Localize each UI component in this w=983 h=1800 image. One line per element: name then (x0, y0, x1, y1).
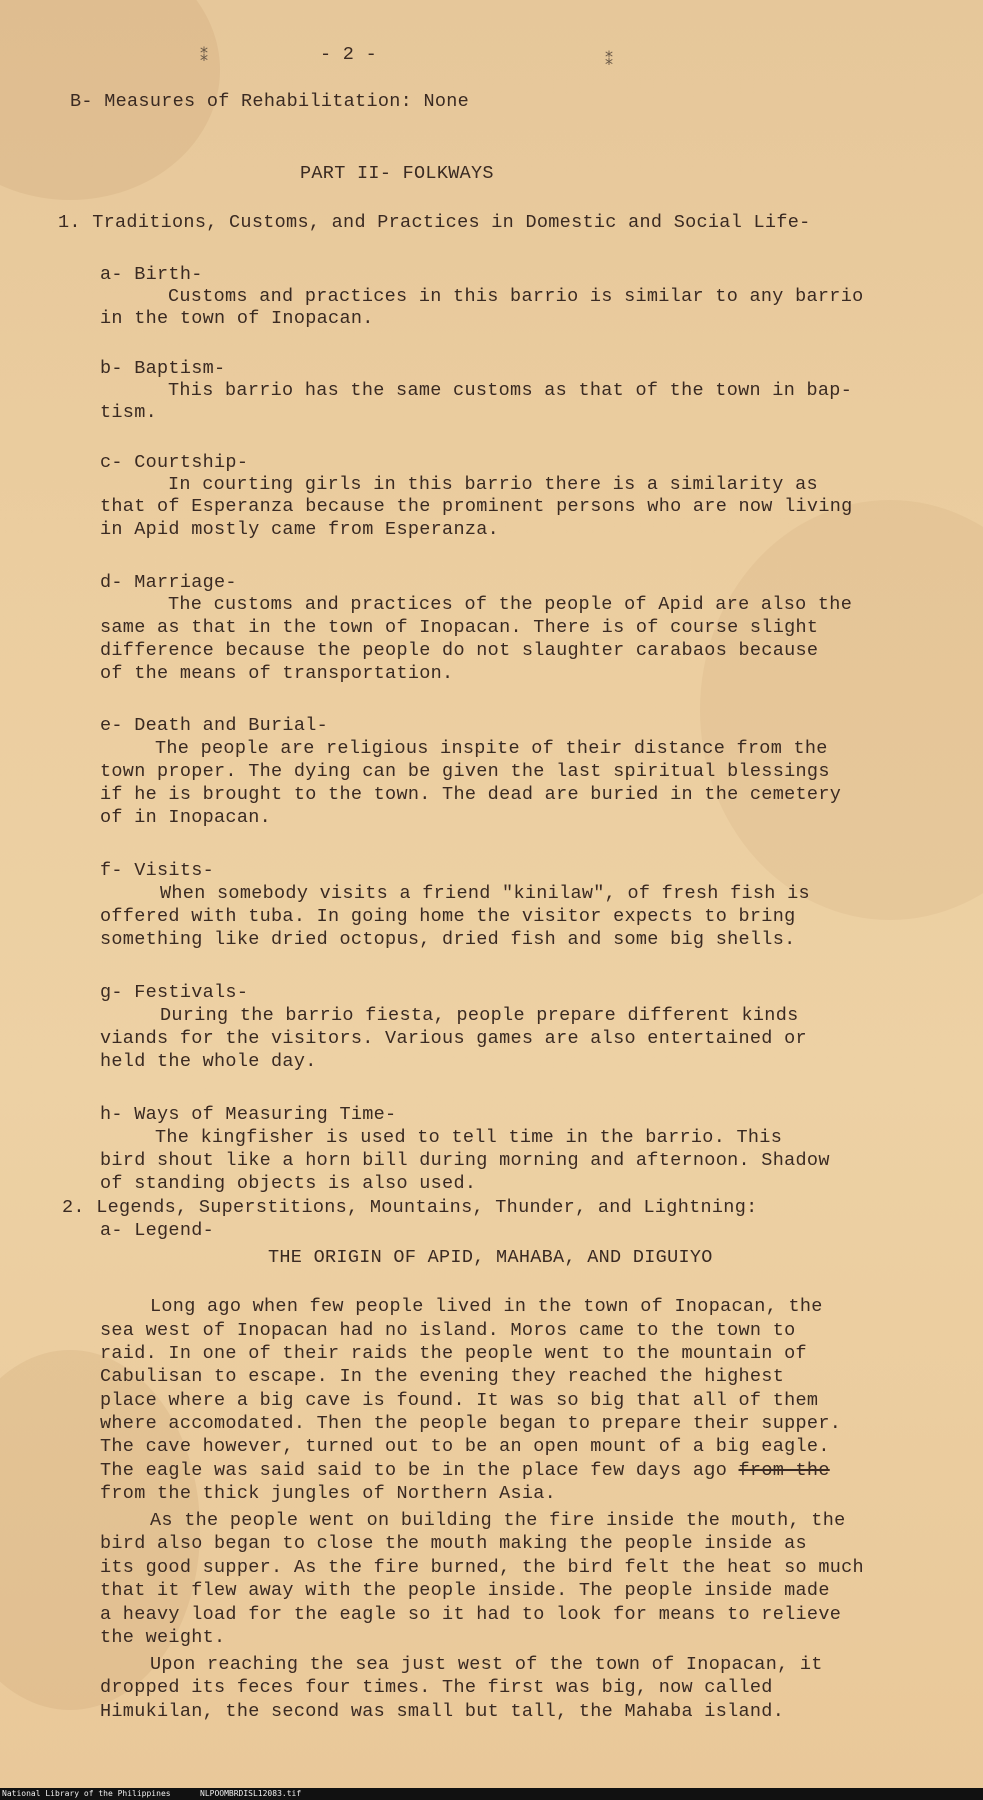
legend-line: Long ago when few people lived in the town of Inopacan, the (150, 1296, 823, 1317)
legend-line: sea west of Inopacan had no island. Moros came to the town to (100, 1320, 796, 1341)
section-1-heading: 1. Traditions, Customs, and Practices in Domestic and Social Life- (58, 212, 811, 233)
legend-line: Cabulisan to escape. In the evening they reached the highest (100, 1366, 785, 1387)
marriage-line: The customs and practices of the people of Apid are also the (168, 594, 853, 615)
death-line: of in Inopacan. (100, 807, 272, 828)
festivals-heading: g- Festivals- (100, 982, 249, 1003)
time-line: bird shout like a horn bill during morning and afternoon. Shadow (100, 1150, 830, 1171)
archive-footer (0, 1788, 983, 1800)
legend-line: dropped its feces four times. The first was big, now called (100, 1677, 773, 1698)
visits-line: When somebody visits a friend "kinilaw", of fresh fish is (160, 883, 810, 904)
festivals-line: held the whole day. (100, 1051, 317, 1072)
marriage-line: difference because the people do not slaughter carabaos because (100, 640, 819, 661)
legend-title: THE ORIGIN OF APID, MAHABA, AND DIGUIYO (268, 1247, 713, 1268)
rehabilitation-line: B- Measures of Rehabilitation: None (70, 91, 470, 112)
part-title: PART II- FOLKWAYS (300, 163, 494, 184)
section-2-heading: 2. Legends, Superstitions, Mountains, Thunder, and Lightning: (62, 1197, 758, 1218)
courtship-heading: c- Courtship- (100, 452, 249, 473)
birth-line: in the town of Inopacan. (100, 308, 374, 329)
death-line: The people are religious inspite of their distance from the (155, 738, 828, 759)
legend-line: Himukilan, the second was small but tall, the Mahaba island. (100, 1701, 785, 1722)
courtship-line: that of Esperanza because the prominent persons who are now living (100, 496, 853, 517)
legend-line: the weight. (100, 1627, 226, 1648)
death-line: town proper. The dying can be given the last spiritual blessings (100, 761, 830, 782)
legend-line-text: The eagle was said said to be in the place few days ago (100, 1460, 728, 1481)
marriage-line: of the means of transportation. (100, 663, 454, 684)
paper-hole-mark: ⁑ (200, 48, 208, 66)
birth-line: Customs and practices in this barrio is similar to any barrio (168, 286, 864, 307)
time-heading: h- Ways of Measuring Time- (100, 1104, 397, 1125)
courtship-line: in Apid mostly came from Esperanza. (100, 519, 500, 540)
legend-line: raid. In one of their raids the people went to the mountain of (100, 1343, 807, 1364)
baptism-line: This barrio has the same customs as that of the town in bap- (168, 380, 853, 401)
page-number: - 2 - (320, 44, 378, 65)
legend-line: bird also began to close the mouth making the people inside as (100, 1533, 807, 1554)
legend-line: place where a big cave is found. It was so big that all of them (100, 1390, 819, 1411)
death-line: if he is brought to the town. The dead are buried in the cemetery (100, 784, 842, 805)
time-line: The kingfisher is used to tell time in the barrio. This (155, 1127, 783, 1148)
legend-line: As the people went on building the fire inside the mouth, the (150, 1510, 846, 1531)
festivals-line: During the barrio fiesta, people prepare different kinds (160, 1005, 799, 1026)
baptism-heading: b- Baptism- (100, 358, 226, 379)
paper-stain (700, 500, 983, 920)
paper-hole-mark: ⁑ (605, 52, 613, 70)
legend-line: its good supper. As the fire burned, the bird felt the heat so much (100, 1557, 864, 1578)
birth-heading: a- Birth- (100, 264, 203, 285)
footer-file-name: NLPOOMBRDISL12083.tif (200, 1789, 302, 1798)
courtship-line: In courting girls in this barrio there is a similarity as (168, 474, 818, 495)
legend-heading: a- Legend- (100, 1220, 215, 1241)
visits-line: offered with tuba. In going home the visitor expects to bring (100, 906, 796, 927)
marriage-line: same as that in the town of Inopacan. There is of course slight (100, 617, 819, 638)
legend-line (100, 1460, 830, 1482)
marriage-heading: d- Marriage- (100, 572, 237, 593)
legend-line: The cave however, turned out to be an open mount of a big eagle. (100, 1436, 830, 1457)
legend-line: where accomodated. Then the people began to prepare their supper. (100, 1413, 842, 1434)
baptism-line: tism. (100, 402, 158, 423)
footer-library-name: National Library of the Philippines (2, 1789, 171, 1798)
struck-out-text: from the (738, 1460, 830, 1481)
legend-line: that it flew away with the people inside. The people inside made (100, 1580, 830, 1601)
time-line: of standing objects is also used. (100, 1173, 477, 1194)
visits-heading: f- Visits- (100, 860, 215, 881)
visits-line: something like dried octopus, dried fish and some big shells. (100, 929, 796, 950)
legend-line: a heavy load for the eagle so it had to look for means to relieve (100, 1604, 842, 1625)
legend-line: Upon reaching the sea just west of the town of Inopacan, it (150, 1654, 823, 1675)
death-heading: e- Death and Burial- (100, 715, 329, 736)
festivals-line: viands for the visitors. Various games are also entertained or (100, 1028, 807, 1049)
legend-line: from the thick jungles of Northern Asia. (100, 1483, 557, 1504)
